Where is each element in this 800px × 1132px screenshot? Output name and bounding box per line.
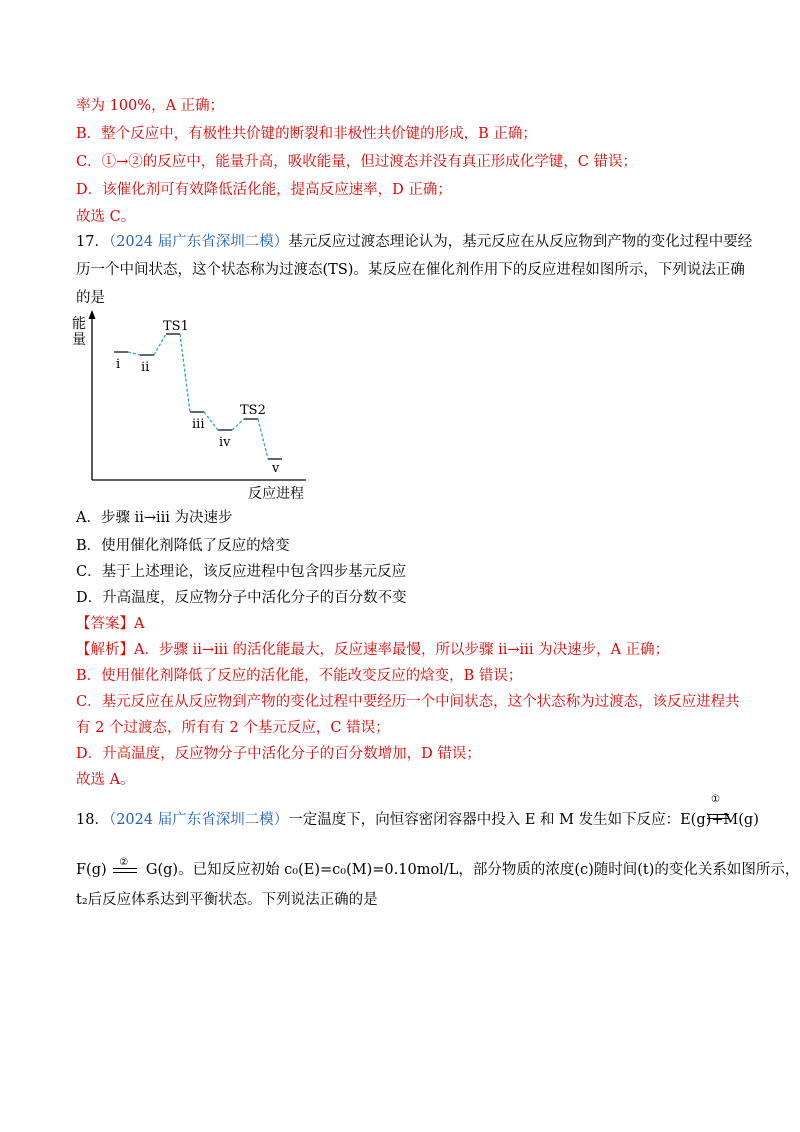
q17-analysis-b: B．使用催化剂降低了反应的活化能，不能改变反应的焓变，B 错误；: [76, 668, 523, 684]
q17-source: （2024 届广东省深圳二模）: [108, 234, 289, 250]
q18-text-2b: G(g)。已知反应初始 c₀(E)=c₀(M)=0.10mol/L，部分物质的浓度(c)随时间(t)的变化关系如图所示，: [145, 862, 800, 878]
prev-answer-a-tail: 率为 100%，A 正确；: [76, 98, 225, 114]
q17-analysis-c1: C．基元反应在从反应物到产物的变化过程中要经历一个中间状态，这个状态称为过渡态，该反应进程共: [76, 694, 740, 710]
label-v: v: [272, 461, 280, 476]
eq2-line-top: [113, 868, 137, 869]
y-axis-arrow: [89, 310, 96, 319]
q17-text-1: 基元反应过渡态理论认为，基元反应在从反应物到产物的变化过程中要经: [288, 234, 753, 250]
q17-option-d: D．升高温度，反应物分子中活化分子的百分数不变: [76, 590, 407, 606]
q17-number: 17．: [76, 234, 109, 250]
analysis-tag: 【解析】: [76, 642, 134, 658]
eq-line-top: [707, 814, 729, 815]
x-axis-label: 反应进程: [248, 486, 304, 502]
answer-value: A: [134, 616, 145, 632]
label-ts2: TS2: [240, 403, 266, 418]
q17-analysis-a: [76, 640, 669, 660]
q17-line-1: [76, 232, 752, 252]
equilibrium-arrow-1: [705, 794, 731, 824]
equilibrium-mark-1: ①: [711, 794, 720, 805]
equilibrium-arrow-2: [111, 857, 141, 877]
q18-line-1: [76, 810, 759, 830]
energy-diagram: [70, 306, 330, 506]
q18-text-2a: F(g): [76, 862, 107, 878]
reaction-path: [128, 334, 268, 459]
analysis-a-text: A．步骤 ii→iii 的活化能最大，反应速率最慢，所以步骤 ii→iii 为决速步，A 正确；: [134, 642, 670, 658]
q18-text-1: 一定温度下，向恒容密闭容器中投入 E 和 M 发生如下反应：E(g)+M(g): [288, 812, 759, 828]
q18-line-3: t₂后反应体系达到平衡状态。下列说法正确的是: [76, 892, 378, 908]
label-ts1: TS1: [163, 319, 189, 334]
q17-line-3: 的是: [76, 290, 105, 306]
eq-line-bottom: [707, 818, 729, 819]
prev-answer-c: C．①→②的反应中，能量升高，吸收能量，但过渡态并没有真正形成化学键，C 错误；: [76, 154, 637, 170]
q17-option-c: C．基于上述理论，该反应进程中包含四步基元反应: [76, 564, 407, 580]
q18-number: 18．: [76, 812, 109, 828]
q17-analysis-d: D．升高温度，反应物分子中活化分子的百分数增加，D 错误；: [76, 746, 481, 762]
q17-line-2: 历一个中间状态，这个状态称为过渡态(TS)。某反应在催化剂作用下的反应进程如图所示，下列说法正确: [76, 262, 745, 278]
q18-line-2: [76, 857, 800, 880]
prev-answer-d: D．该催化剂可有效降低活化能，提高反应速率，D 正确；: [76, 182, 452, 198]
prev-answer-b: B．整个反应中，有极性共价键的断裂和非极性共价键的形成，B 正确；: [76, 126, 537, 142]
q17-analysis-conclusion: 故选 A。: [76, 772, 135, 788]
label-i: i: [116, 357, 121, 372]
q17-option-a: A．步骤 ii→iii 为决速步: [76, 510, 233, 526]
y-axis-label-2: 量: [72, 332, 86, 348]
prev-answer-conclusion: 故选 C。: [76, 209, 136, 225]
q18-source: （2024 届广东省深圳二模）: [108, 812, 289, 828]
answer-tag: 【答案】: [76, 616, 134, 632]
label-iv: iv: [219, 435, 231, 450]
eq2-line-bottom: [113, 872, 137, 873]
y-axis-label-1: 能: [72, 316, 86, 332]
label-iii: iii: [192, 417, 205, 432]
q17-option-b: B．使用催化剂降低了反应的焓变: [76, 538, 290, 554]
q17-analysis-c2: 有 2 个过渡态，所有有 2 个基元反应，C 错误；: [76, 720, 390, 736]
equilibrium-mark-2: ②: [119, 857, 129, 868]
q17-answer: [76, 614, 144, 634]
energy-diagram-svg: [70, 306, 330, 506]
label-ii: ii: [141, 360, 150, 375]
